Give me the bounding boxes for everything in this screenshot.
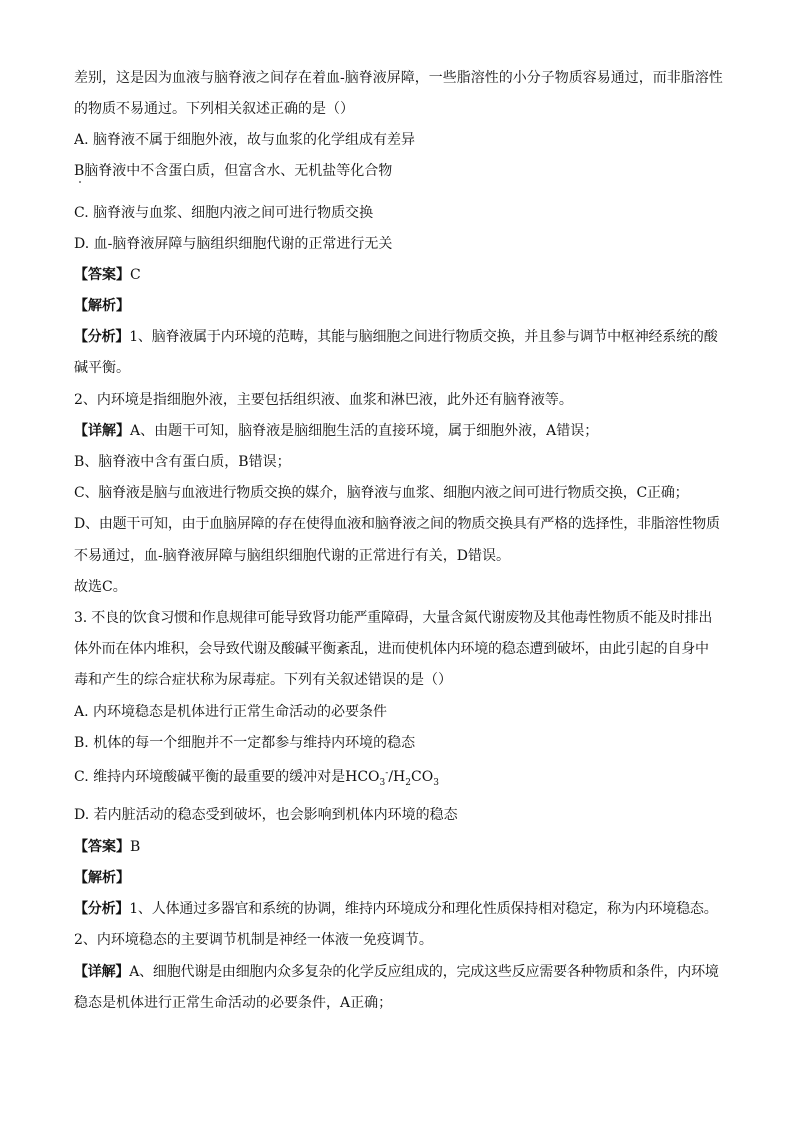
q3-stem-line-1: 3. 不良的饮食习惯和作息规律可能导致肾功能严重障碍，大量含氮代谢废物及其他毒性物质不能及时排出 bbox=[74, 610, 713, 626]
q2-option-c: C. 脑脊液与血浆、细胞内液之间可进行物质交换 bbox=[74, 205, 374, 221]
q3-fenxi-line-1 bbox=[74, 900, 724, 918]
fenxi-tag: 【分析】 bbox=[74, 901, 130, 917]
q3-option-d: D. 若内脏活动的稳态受到破坏，也会影响到机体内环境的稳态 bbox=[74, 807, 458, 823]
q3-fenxi-line-2: 2、内环境稳态的主要调节机制是神经一体液一免疫调节。 bbox=[74, 932, 433, 948]
chem-sub-3: 3 bbox=[379, 777, 386, 786]
fenxi-text: 1、脑脊液属于内环境的范畴，其能与脑细胞之间进行物质交换，并且参与调节中枢神经系统的酸 bbox=[129, 329, 718, 345]
fenxi-tag: 【分析】 bbox=[74, 329, 130, 345]
chem-separator: /H bbox=[388, 769, 406, 785]
q2-xiangjie-line-3: C、脑脊液是脑与血液进行物质交换的媒介，脑脊液与血浆、细胞内液之间可进行物质交换，C正确； bbox=[74, 485, 689, 501]
answer-tag: 【答案】 bbox=[74, 839, 130, 855]
answer-value: B bbox=[130, 839, 141, 855]
q2-option-a: A. 脑脊液不属于细胞外液，故与血浆的化学组成有差异 bbox=[74, 132, 416, 148]
chem-bicarbonate bbox=[345, 769, 388, 785]
q2-stem-line-1: 差别，这是因为血液与脑脊液之间存在着血-脑脊液屏障，一些脂溶性的小分子物质容易通过，而非脂溶性 bbox=[74, 70, 723, 86]
q3-option-c bbox=[74, 768, 724, 786]
q2-fenxi-line-1 bbox=[74, 328, 724, 346]
q2-answer-line bbox=[74, 266, 724, 284]
xiangjie-text: A、细胞代谢是由细胞内众多复杂的化学反应组成的，完成这些反应需要各种物质和条件，内环境 bbox=[129, 964, 719, 980]
q2-option-b: B脑脊液中不含蛋白质，但富含水、无机盐等化合物 bbox=[74, 163, 393, 179]
analysis-tag: 【解析】 bbox=[74, 870, 130, 886]
q2-conclusion: 故选C。 bbox=[74, 579, 127, 595]
q2-xiangjie-line-1 bbox=[74, 422, 724, 440]
q2-stem-line-2: 的物质不易通过。下列相关叙述正确的是（） bbox=[74, 101, 354, 117]
xiangjie-tag: 【详解】 bbox=[74, 423, 130, 439]
q3-xiangjie-line-1 bbox=[74, 963, 724, 981]
q2-xiangjie-line-2: B、脑脊液中含有蛋白质，B错误； bbox=[74, 454, 291, 470]
chem-sup-minus: - bbox=[385, 768, 389, 779]
answer-value: C bbox=[130, 267, 141, 283]
q3-answer-line bbox=[74, 838, 724, 856]
chem-sub-2: 2 bbox=[405, 777, 411, 786]
fenxi-text: 1、人体通过多器官和系统的协调，维持内环境成分和理化性质保持相对稳定，称为内环境稳态。 bbox=[129, 901, 718, 917]
q3-stem-line-3: 毒和产生的综合症状称为尿毒症。下列有关叙述错误的是（） bbox=[74, 672, 452, 688]
answer-tag: 【答案】 bbox=[74, 267, 130, 283]
q2-fenxi-line-2: 碱平衡。 bbox=[74, 360, 130, 376]
q2-fenxi-line-3: 2、内环境是指细胞外液，主要包括组织液、血浆和淋巴液，此外还有脑脊液等。 bbox=[74, 392, 573, 408]
q2-xiangjie-line-4: D、由题干可知，由于血脑屏障的存在使得血液和脑脊液之间的物质交换具有严格的选择性，非脂溶性物质 bbox=[74, 516, 720, 532]
option-c-text: C. 维持内环境酸碱平衡的最重要的缓冲对是 bbox=[74, 769, 346, 785]
chem-hco: HCO bbox=[345, 769, 380, 785]
xiangjie-tag: 【详解】 bbox=[74, 964, 130, 980]
q3-option-b: B. 机体的每一个细胞并不一定都参与维持内环境的稳态 bbox=[74, 735, 416, 751]
q3-xiangjie-line-2: 稳态是机体进行正常生命活动的必要条件，A正确； bbox=[74, 995, 393, 1011]
q3-option-a: A. 内环境稳态是机体进行正常生命活动的必要条件 bbox=[74, 704, 388, 720]
analysis-tag: 【解析】 bbox=[74, 298, 130, 314]
q2-xiangjie-line-5: 不易通过，血-脑脊液屏障与脑组织细胞代谢的正常进行有关，D错误。 bbox=[74, 548, 510, 564]
q2-option-d: D. 血-脑脊液屏障与脑组织细胞代谢的正常进行无关 bbox=[74, 236, 393, 252]
q3-stem-line-2: 体外而在体内堆积，会导致代谢及酸碱平衡紊乱，进而使机体内环境的稳态遭到破坏，由此引起的自身中 bbox=[74, 641, 709, 657]
chem-sub-3b: 3 bbox=[433, 777, 439, 786]
q3-analysis-heading bbox=[74, 869, 724, 887]
xiangjie-text: A、由题干可知，脑脊液是脑细胞生活的直接环境，属于细胞外液，A错误； bbox=[130, 423, 599, 439]
stray-dot bbox=[79, 181, 81, 183]
q2-analysis-heading bbox=[74, 297, 724, 315]
chem-co: CO bbox=[410, 769, 434, 785]
